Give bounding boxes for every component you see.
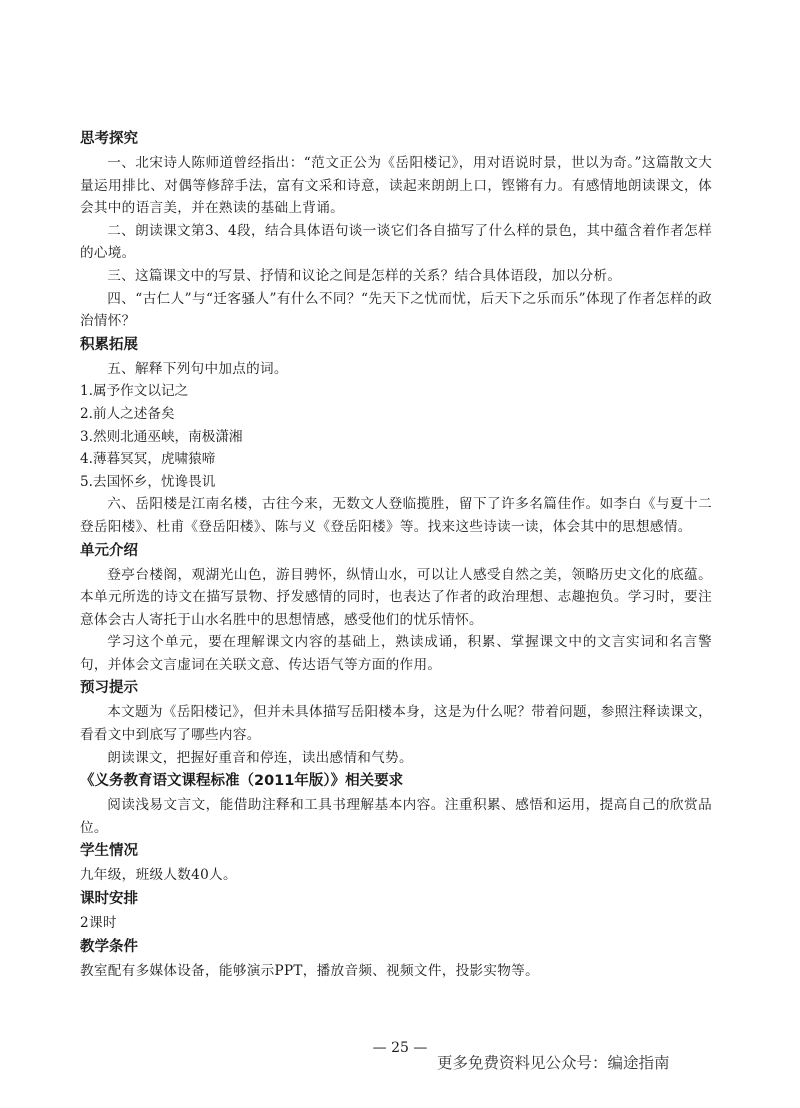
section-heading-preview: 预习提示 [80, 680, 138, 697]
section-heading-standard: 《义务教育语文课程标准（2011年版）》相关要求 [80, 773, 404, 790]
watermark-ad-text: 更多免费资料见公众号：编途指南 [437, 1054, 670, 1072]
section-heading-conditions: 教学条件 [80, 938, 138, 955]
section-heading-students: 学生情况 [80, 843, 138, 860]
exercise-5-item: 2.前人之述备矣 [80, 405, 175, 422]
unit-intro-paragraph: 登亭台楼阁，观湖光山色，游目骋怀，纵情山水，可以让人感受自然之美，领略历史文化的底蕴。本单元所选的诗文在描写景物、抒发感情的同时，也表达了作者的政治理想、志趣抱负。学习时，要注意体会古人寄托于山水名胜中的思想情感，感受他们的忧乐情怀。 [80, 566, 712, 628]
exercise-5-item: 4.薄暮冥冥，虎啸猿啼 [80, 451, 216, 468]
thinking-question-1: 一、北宋诗人陈师道曾经指出：“范文正公为《岳阳楼记》，用对语说时景，世以为奇。”这篇散文大量运用排比、对偶等修辞手法，富有文采和诗意，读起来朗朗上口，铿锵有力。有感情地朗读课文，体会其中的语言美，并在熟读的基础上背诵。 [80, 155, 712, 217]
preview-paragraph: 本文题为《岳阳楼记》，但并未具体描写岳阳楼本身，这是为什么呢？带着问题，参照注释读课文，看看文中到底写了哪些内容。 [80, 704, 712, 744]
unit-intro-paragraph: 学习这个单元，要在理解课文内容的基础上，熟读成诵，积累、掌握课文中的文言实词和名言警句，并体会文言虚词在关联文意、传达语气等方面的作用。 [80, 634, 712, 673]
thinking-question-3: 三、这篇课文中的写景、抒情和议论之间是怎样的关系？结合具体语段，加以分析。 [107, 267, 622, 284]
students-text: 九年级，班级人数40人。 [80, 867, 237, 884]
exercise-5-item: 3.然则北通巫峡，南极潇湘 [80, 428, 243, 445]
standard-text: 阅读浅易文言文，能借助注释和工具书理解基本内容。注重积累、感悟和运用，提高自己的欣赏品位。 [80, 797, 712, 836]
page-number: — 25 — [372, 1040, 428, 1056]
conditions-text: 教室配有多媒体设备，能够演示PPT，播放音频、视频文件，投影实物等。 [80, 962, 539, 979]
exercise-5-intro: 五、解释下列句中加点的词。 [107, 360, 288, 377]
exercise-5-item: 1.属予作文以记之 [80, 383, 189, 400]
thinking-question-4: 四、“古仁人”与“迁客骚人”有什么不同？“先天下之忧而忧，后天下之乐而乐”体现了作者怎样的政治情怀？ [80, 290, 712, 330]
section-heading-schedule: 课时安排 [80, 891, 138, 908]
exercise-5-item: 5.去国怀乡，忧谗畏讥 [80, 473, 216, 490]
schedule-text: 2课时 [80, 915, 117, 932]
page-content [80, 127, 712, 982]
section-heading-unit: 单元介绍 [80, 542, 138, 559]
thinking-question-2: 二、朗读课文第3、4段，结合具体语句谈一谈它们各自描写了什么样的景色，其中蕴含着作者怎样的心境。 [80, 222, 712, 262]
section-heading-accumulate: 积累拓展 [80, 336, 138, 353]
preview-paragraph: 朗读课文，把握好重音和停连，读出感情和气势。 [107, 749, 413, 766]
section-heading-thinking: 思考探究 [80, 131, 138, 147]
exercise-6: 六、岳阳楼是江南名楼，古往今来，无数文人登临揽胜，留下了许多名篇佳作。如李白《与夏十二登岳阳楼》、杜甫《登岳阳楼》、陈与义《登岳阳楼》等。找来这些诗读一读，体会其中的思想感情。 [80, 496, 712, 535]
